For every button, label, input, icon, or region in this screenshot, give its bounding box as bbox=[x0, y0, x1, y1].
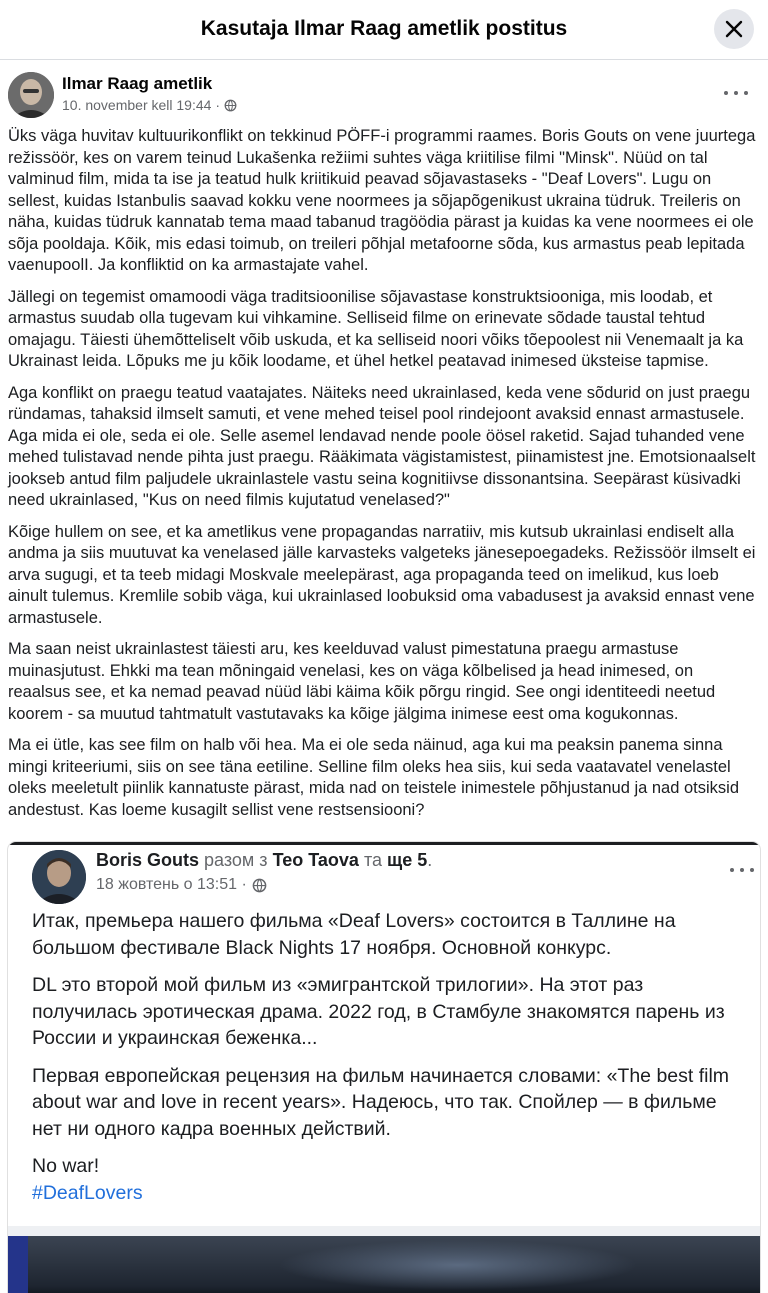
shared-post-header: Boris Gouts разом з Teo Taova та ще 5. bbox=[96, 850, 433, 870]
media-left-edge bbox=[8, 1236, 28, 1293]
author-avatar[interactable] bbox=[8, 72, 54, 118]
post-paragraph: Aga konflikt on praegu teatud vaatajates. Näiteks need ukrainlased, keda vene sõdurid on just praegu ründamas, tahaksid ilmselt samuti, et vene mehed teisel pool rindejoont avaksid ennast armastusele. Aga mida ei ole, seda ei ole. Selle asemel lendavad nende poole öösel raketid. Sajad tuhanded vene mehed tulistavad nende pihta just praegu. Rääkimata vägistamistest, piinamistest jne. Emotsionaalselt jookseb antud film paljudele ukrainlastele vastu seina kognitiivse dissonantsina. Seepärast küsivadki need ukrainlased, "Kus on need filmis kujutatud venelased?" bbox=[8, 383, 756, 509]
close-button[interactable] bbox=[714, 9, 754, 49]
globe-icon bbox=[252, 878, 267, 893]
shared-author-name: Boris Gouts bbox=[96, 850, 200, 870]
more-dot-icon bbox=[744, 91, 748, 95]
post-text bbox=[8, 126, 760, 831]
with-word: разом з bbox=[204, 850, 268, 870]
hashtag-link: #DeafLovers bbox=[32, 1181, 143, 1204]
post-paragraph: Jällegi on tegemist omamoodi väga traditsioonilise sõjavastase konstruktsiooniga, mis loodab, et armastus suudab olla tugevam kui vihkamine. Selliseid filme on erinevate sõdade taustal tehtud omajagu. Täiesti ühemõtteliselt võib uskuda, et ka selliseid noori võiks tõepoolest nii Venemaalt ja ka Ukrainast leida. Lõpuks me ju kõik loodame, et ühel hetkel peatavad inimesed üksteise tapmise. bbox=[8, 287, 744, 370]
shared-line: Итак, премьера нашего фильма «Deaf Lovers» состоится в Таллине на bbox=[32, 910, 676, 932]
author-name[interactable]: Ilmar Raag ametlik bbox=[62, 74, 213, 93]
tagged-user: Teo Taova bbox=[272, 850, 359, 870]
post-meta bbox=[62, 97, 237, 113]
shared-line: DL это второй мой фильм из «эмигрантской трилогии». На этот раз bbox=[32, 974, 644, 996]
shared-line: нет ни одного кадра военных действий. bbox=[32, 1117, 391, 1140]
post-timestamp[interactable]: 10. november kell 19:44 · bbox=[62, 97, 220, 113]
shared-more-icon bbox=[730, 864, 754, 876]
post-dialog-header bbox=[0, 0, 768, 60]
shared-author-avatar bbox=[32, 850, 86, 904]
post-more-button[interactable] bbox=[724, 86, 748, 100]
post-paragraph: Kõige hullem on see, et ka ametlikus vene propagandas narratiiv, mis kutsub ukrainlasi endiselt alla andma ja siis muutuvat ka venelased jälle karvasteks valgeteks jänesepoegadeks. Režissöör ilmselt ei arva sugugi, et ta teeb midagi Moskvale meelepärast, aga propaganda teed on imelikud, kus loeb ainult tulemus. Kremlile sobib väga, kui ukrainlased loobuksid oma vabadusest ja avaksid ennast vene armastusele. bbox=[8, 522, 756, 627]
shared-timestamp: 18 жовтень о 13:51 · bbox=[96, 876, 247, 893]
dialog-title: Kasutaja Ilmar Raag ametlik postitus bbox=[200, 17, 568, 40]
more-dot-icon bbox=[734, 91, 738, 95]
shared-line: получилась эротическая драма. 2022 год, в Стамбуле знакомятся парень из bbox=[32, 1000, 725, 1023]
shared-line: about war and love in recent years». Надеюсь, что так. Спойлер — в фильме bbox=[32, 1091, 717, 1113]
shared-media-preview bbox=[8, 1226, 760, 1293]
shared-post-meta bbox=[96, 876, 267, 894]
post-header bbox=[8, 72, 760, 122]
post-paragraph: Üks väga huvitav kultuurikonflikt on tekkinud PÖFF-i programmi raames. Boris Gouts on vene juurtega režissöör, kes on varem teinud Lukašenka režiimi suhtes väga kriitilise filmi "Minsk". Nüüd on tal valminud film, mida ta ise ja teatud hulk kriitikuid peavad sõjavastaseks - "Deaf Lovers". Lugu on sellest, kuidas Istanbulis saavad kokku vene noormees ja sõjapõgenikust ukraina tüdruk. Treileris on näha, kuidas tüdruk kannatab tema maad tabanud tragöödia pärast ja kuidas ka vene noormees ei ole sõja pooldaja. Kõik, mis edasi toimub, on treileri põhjal metafoorne sõda, kus armastus peab lepitada vaenupoolI. Ja konfliktid on ka armastajate vahel. bbox=[8, 127, 756, 274]
shared-top-border bbox=[8, 842, 760, 845]
globe-icon bbox=[224, 99, 237, 112]
post-paragraph: Ma ei ütle, kas see film on halb või hea. Ma ei ole seda näinud, aga kui ma peaksin panema sinna mingi kriteeriumi, siis on see täna eetiline. Selline film oleks hea siis, kui seda vaatavatel venelastel oleks meeletult piinlik kannatuste pärast, mida nad on teistele inimestele põhjustanud ja nad otsiksid andestust. Kas loeme kusagilt sellist vene restsensiooni? bbox=[8, 736, 740, 819]
close-icon bbox=[725, 20, 743, 38]
shared-line: России и украинская беженка... bbox=[32, 1027, 318, 1049]
and-word: та bbox=[363, 850, 382, 870]
shared-line: большом фестивале Black Nights 17 ноября. Основной конкурс. bbox=[32, 936, 612, 959]
tagged-others: ще 5 bbox=[387, 850, 428, 870]
more-dot-icon bbox=[724, 91, 728, 95]
shared-closing: No war! bbox=[32, 1155, 100, 1177]
media-highlight bbox=[278, 1240, 638, 1290]
shared-post-text bbox=[32, 908, 756, 1217]
shared-post-screenshot[interactable] bbox=[8, 842, 760, 1293]
shared-line: Первая европейская рецензия на фильм начинается словами: «The best film bbox=[32, 1064, 730, 1087]
post-paragraph: Ma saan neist ukrainlastest täiesti aru, kes keelduvad valust pimestatuna praegu armastuse muinasjutust. Ehkki ma tean mõningaid venelasi, kes on väga kõlbelised ja head inimesed, on reaalsus see, et ka nemad peavad nüüd läbi käima kõik põrgu ringid. See ongi identiteedi neetud koorem - sa muutud tahtmatult vastutavaks ka kõige jälgima inimese eest oma kogukonnas. bbox=[8, 640, 716, 723]
